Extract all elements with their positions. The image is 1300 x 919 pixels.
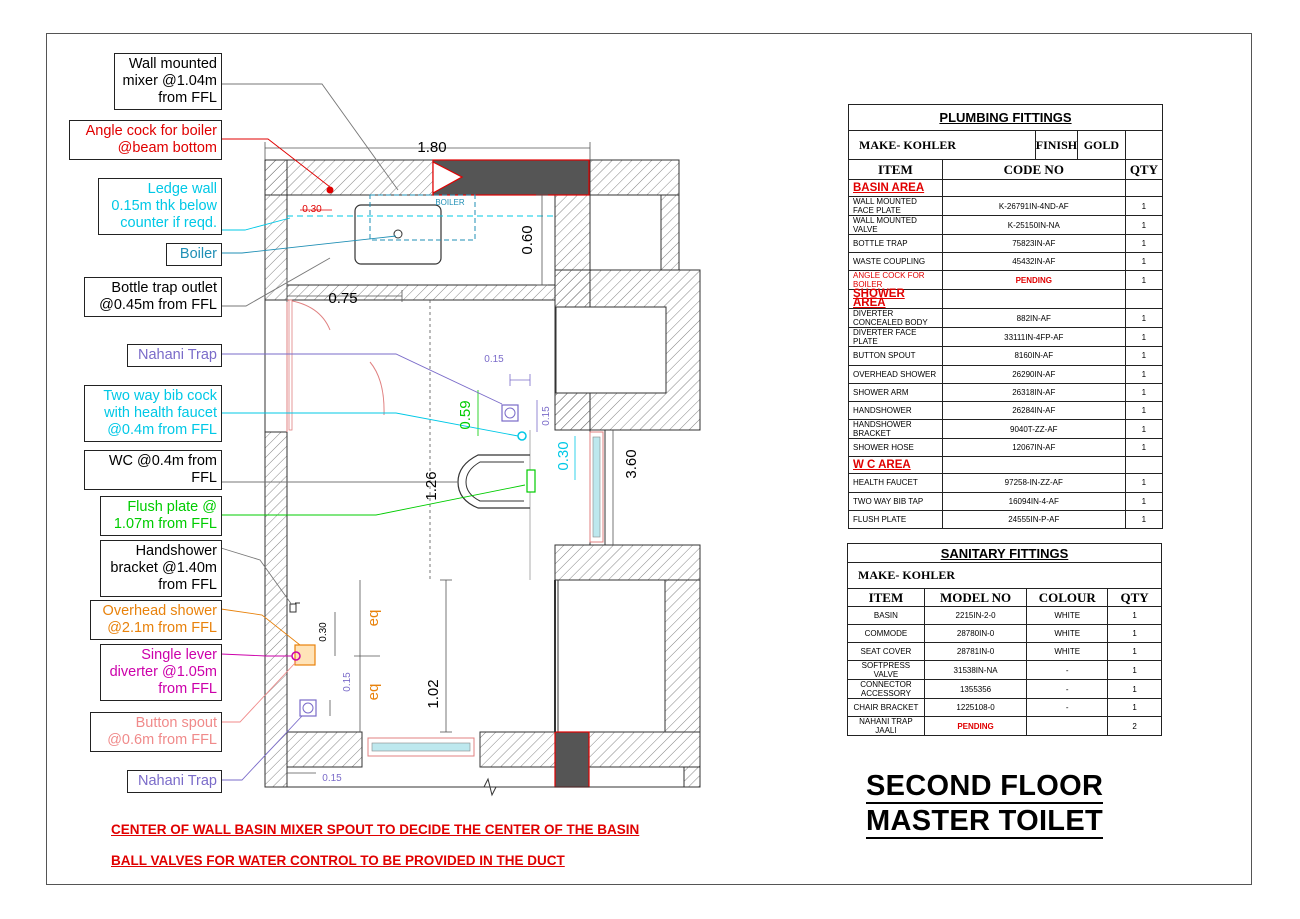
table-row [849, 235, 1163, 253]
sanitary-colour: - [1027, 699, 1108, 717]
plumbing-item: OVERHEAD SHOWER [849, 365, 943, 383]
title-line-2: MASTER TOILET [866, 805, 1103, 837]
dim-0-30-red: 0.30 [302, 204, 322, 215]
plumbing-item: WALL MOUNTED FACE PLATE [849, 197, 943, 216]
plumbing-item: SHOWER HOSE [849, 439, 943, 457]
sanitary-model: 2215IN-2-0 [924, 607, 1027, 625]
plumbing-section-title: BASIN AREA [849, 180, 943, 197]
callout-bottle-trap: Bottle trap outlet @0.45m from FFL [84, 277, 222, 317]
dim-1-80: 1.80 [417, 139, 447, 156]
callout-overhead-shower: Overhead shower @2.1m from FFL [90, 600, 222, 640]
table-row [849, 383, 1163, 401]
plumbing-col-qty: QTY [1125, 160, 1162, 180]
plumbing-code: 882IN-AF [942, 309, 1125, 328]
plumbing-code: 16094IN-4-AF [942, 492, 1125, 510]
plumbing-code: K-25150IN-NA [942, 216, 1125, 235]
sanitary-qty: 1 [1108, 607, 1162, 625]
plumbing-qty: 1 [1125, 420, 1162, 439]
table-row [849, 271, 1163, 290]
wall-openings [556, 307, 666, 732]
dim-1-26: 1.26 [423, 471, 440, 501]
dim-0-15-floor: 0.15 [322, 773, 342, 784]
table-row [849, 347, 1163, 365]
plumbing-qty: 1 [1125, 510, 1162, 528]
note-basin-center: CENTER OF WALL BASIN MIXER SPOUT TO DECIDE THE CENTER OF THE BASIN [111, 822, 640, 837]
sanitary-model: PENDING [924, 717, 1027, 736]
plumbing-qty: 1 [1125, 309, 1162, 328]
table-row [849, 197, 1163, 216]
plumbing-qty: 1 [1125, 216, 1162, 235]
nahani-trap-symbol-2 [300, 700, 316, 716]
callout-nahani-trap-2: Nahani Trap [127, 770, 222, 793]
sanitary-colour: WHITE [1027, 625, 1108, 643]
dim-eq-2: eq [365, 683, 382, 701]
table-row [849, 309, 1163, 328]
plumbing-item: SHOWER ARM [849, 383, 943, 401]
plumbing-qty: 1 [1125, 401, 1162, 419]
sanitary-colour: - [1027, 680, 1108, 699]
plumbing-finish-cell [1035, 131, 1125, 160]
table-row [848, 607, 1162, 625]
sanitary-col-colour: COLOUR [1027, 589, 1108, 607]
angle-cock-symbol [327, 187, 334, 194]
overhead-shower-symbol [295, 645, 315, 665]
plumbing-code: 45432IN-AF [942, 253, 1125, 271]
sanitary-colour: WHITE [1027, 643, 1108, 661]
dim-0-60: 0.60 [519, 225, 536, 255]
callout-wall-mixer: Wall mounted mixer @1.04m from FFL [114, 53, 222, 110]
table-row [848, 643, 1162, 661]
plumbing-qty: 1 [1125, 474, 1162, 492]
sanitary-model: 1355356 [924, 680, 1027, 699]
plumbing-code: 97258-IN-ZZ-AF [942, 474, 1125, 492]
wc-outline [458, 455, 530, 508]
dim-0-30-black: 0.30 [318, 622, 329, 642]
plumbing-title: PLUMBING FITTINGS [849, 105, 1163, 131]
sanitary-fittings-table [847, 543, 1162, 736]
callout-wc: WC @0.4m from FFL [84, 450, 222, 490]
plumbing-code: 33111IN-4FP-AF [942, 328, 1125, 347]
plumbing-qty: 1 [1125, 235, 1162, 253]
plumbing-code: 75823IN-AF [942, 235, 1125, 253]
plumbing-finish-label: FINISH [1036, 131, 1078, 159]
sanitary-model: 1225108-0 [924, 699, 1027, 717]
sanitary-item: BASIN [848, 607, 925, 625]
table-row [849, 253, 1163, 271]
plumbing-item: TWO WAY BIB TAP [849, 492, 943, 510]
plumbing-qty: 1 [1125, 197, 1162, 216]
sanitary-item: NAHANI TRAP JAALI [848, 717, 925, 736]
table-row [848, 699, 1162, 717]
table-row [849, 420, 1163, 439]
sanitary-item: SEAT COVER [848, 643, 925, 661]
table-row [849, 510, 1163, 528]
plumbing-item: HEALTH FAUCET [849, 474, 943, 492]
callout-boiler: Boiler [166, 243, 222, 266]
plumbing-code: K-26791IN-4ND-AF [942, 197, 1125, 216]
plumbing-item: DIVERTER FACE PLATE [849, 328, 943, 347]
plumbing-item: WASTE COUPLING [849, 253, 943, 271]
plumbing-qty: 1 [1125, 383, 1162, 401]
sanitary-model: 28780IN-0 [924, 625, 1027, 643]
dim-0-15-top: 0.15 [484, 354, 504, 365]
plumbing-qty: 1 [1125, 347, 1162, 365]
callout-nahani-trap-1: Nahani Trap [127, 344, 222, 367]
plumbing-code: 12067IN-AF [942, 439, 1125, 457]
dim-1-02: 1.02 [425, 679, 442, 709]
callout-diverter: Single lever diverter @1.05m from FFL [100, 644, 222, 701]
sanitary-item: CONNECTOR ACCESSORY [848, 680, 925, 699]
table-row [849, 328, 1163, 347]
duct-bottom [555, 732, 589, 787]
table-row [849, 365, 1163, 383]
sanitary-qty: 1 [1108, 661, 1162, 680]
plumbing-item: DIVERTER CONCEALED BODY [849, 309, 943, 328]
plumbing-code: 9040T-ZZ-AF [942, 420, 1125, 439]
sanitary-item: COMMODE [848, 625, 925, 643]
sanitary-item: CHAIR BRACKET [848, 699, 925, 717]
plumbing-item: WALL MOUNTED VALVE [849, 216, 943, 235]
plumbing-make: MAKE- KOHLER [849, 131, 1036, 160]
plumbing-item: HANDSHOWER BRACKET [849, 420, 943, 439]
sanitary-col-qty: QTY [1108, 589, 1162, 607]
dim-0-59: 0.59 [457, 400, 474, 430]
table-row [848, 717, 1162, 736]
table-row [848, 661, 1162, 680]
plumbing-item: HANDSHOWER [849, 401, 943, 419]
note-ball-valves: BALL VALVES FOR WATER CONTROL TO BE PROVIDED IN THE DUCT [111, 853, 565, 868]
table-row [848, 625, 1162, 643]
callout-bib-cock: Two way bib cock with health faucet @0.4m from FFL [84, 385, 222, 442]
plumbing-item: FLUSH PLATE [849, 510, 943, 528]
sanitary-item: SOFTPRESS VALVE [848, 661, 925, 680]
plumbing-qty: 1 [1125, 439, 1162, 457]
plumbing-code: 24555IN-P-AF [942, 510, 1125, 528]
plumbing-qty: 1 [1125, 328, 1162, 347]
sanitary-qty: 1 [1108, 643, 1162, 661]
plumbing-section-title: W C AREA [849, 457, 943, 474]
sanitary-title: SANITARY FITTINGS [848, 544, 1162, 563]
sanitary-qty: 2 [1108, 717, 1162, 736]
sanitary-qty: 1 [1108, 680, 1162, 699]
sanitary-model: 28781IN-0 [924, 643, 1027, 661]
table-row [849, 216, 1163, 235]
nahani-trap-symbol-1 [502, 405, 518, 421]
table-row [849, 439, 1163, 457]
table-row [848, 680, 1162, 699]
dim-0-75: 0.75 [328, 290, 358, 307]
callout-ledge-wall: Ledge wall 0.15m thk below counter if reqd. [98, 178, 222, 235]
plumbing-col-item: ITEM [849, 160, 943, 180]
sanitary-colour [1027, 717, 1108, 736]
plumbing-code: 26290IN-AF [942, 365, 1125, 383]
sanitary-qty: 1 [1108, 625, 1162, 643]
plumbing-qty: 1 [1125, 365, 1162, 383]
callout-handshower-bracket: Handshower bracket @1.40m from FFL [100, 540, 222, 597]
plumbing-code: 8160IN-AF [942, 347, 1125, 365]
dim-3-60: 3.60 [623, 449, 640, 479]
sanitary-colour: - [1027, 661, 1108, 680]
plumbing-item: ANGLE COCK FOR BOILER [849, 271, 943, 290]
plumbing-fittings-table [848, 104, 1163, 529]
plumbing-qty: 1 [1125, 271, 1162, 290]
plumbing-code: 26284IN-AF [942, 401, 1125, 419]
callout-angle-cock: Angle cock for boiler @beam bottom [69, 120, 222, 160]
plumbing-code: 26318IN-AF [942, 383, 1125, 401]
plumbing-item: BUTTON SPOUT [849, 347, 943, 365]
sanitary-col-item: ITEM [848, 589, 925, 607]
plumbing-section-title: SHOWER AREA [849, 290, 943, 309]
sanitary-colour: WHITE [1027, 607, 1108, 625]
sanitary-col-model: MODEL NO [924, 589, 1027, 607]
callout-button-spout: Button spout @0.6m from FFL [90, 712, 222, 752]
sanitary-qty: 1 [1108, 699, 1162, 717]
dim-0-30-cyan: 0.30 [555, 441, 572, 471]
table-row [849, 474, 1163, 492]
plumbing-finish-value: GOLD [1083, 137, 1120, 152]
title-line-1: SECOND FLOOR [866, 770, 1104, 802]
dim-eq-1: eq [365, 609, 382, 627]
sanitary-make: MAKE- KOHLER [848, 563, 1162, 589]
boiler-label: BOILER [435, 198, 465, 207]
sanitary-model: 31538IN-NA [924, 661, 1027, 680]
plumbing-qty: 1 [1125, 253, 1162, 271]
callout-flush-plate: Flush plate @ 1.07m from FFL [100, 496, 222, 536]
plumbing-col-code: CODE NO [942, 160, 1125, 180]
plumbing-item: BOTTLE TRAP [849, 235, 943, 253]
table-row [849, 401, 1163, 419]
dim-0-15-bottom: 0.15 [342, 672, 353, 692]
plumbing-code: PENDING [942, 271, 1125, 290]
plumbing-qty: 1 [1125, 492, 1162, 510]
table-row [849, 492, 1163, 510]
dim-0-15-side: 0.15 [541, 406, 552, 426]
